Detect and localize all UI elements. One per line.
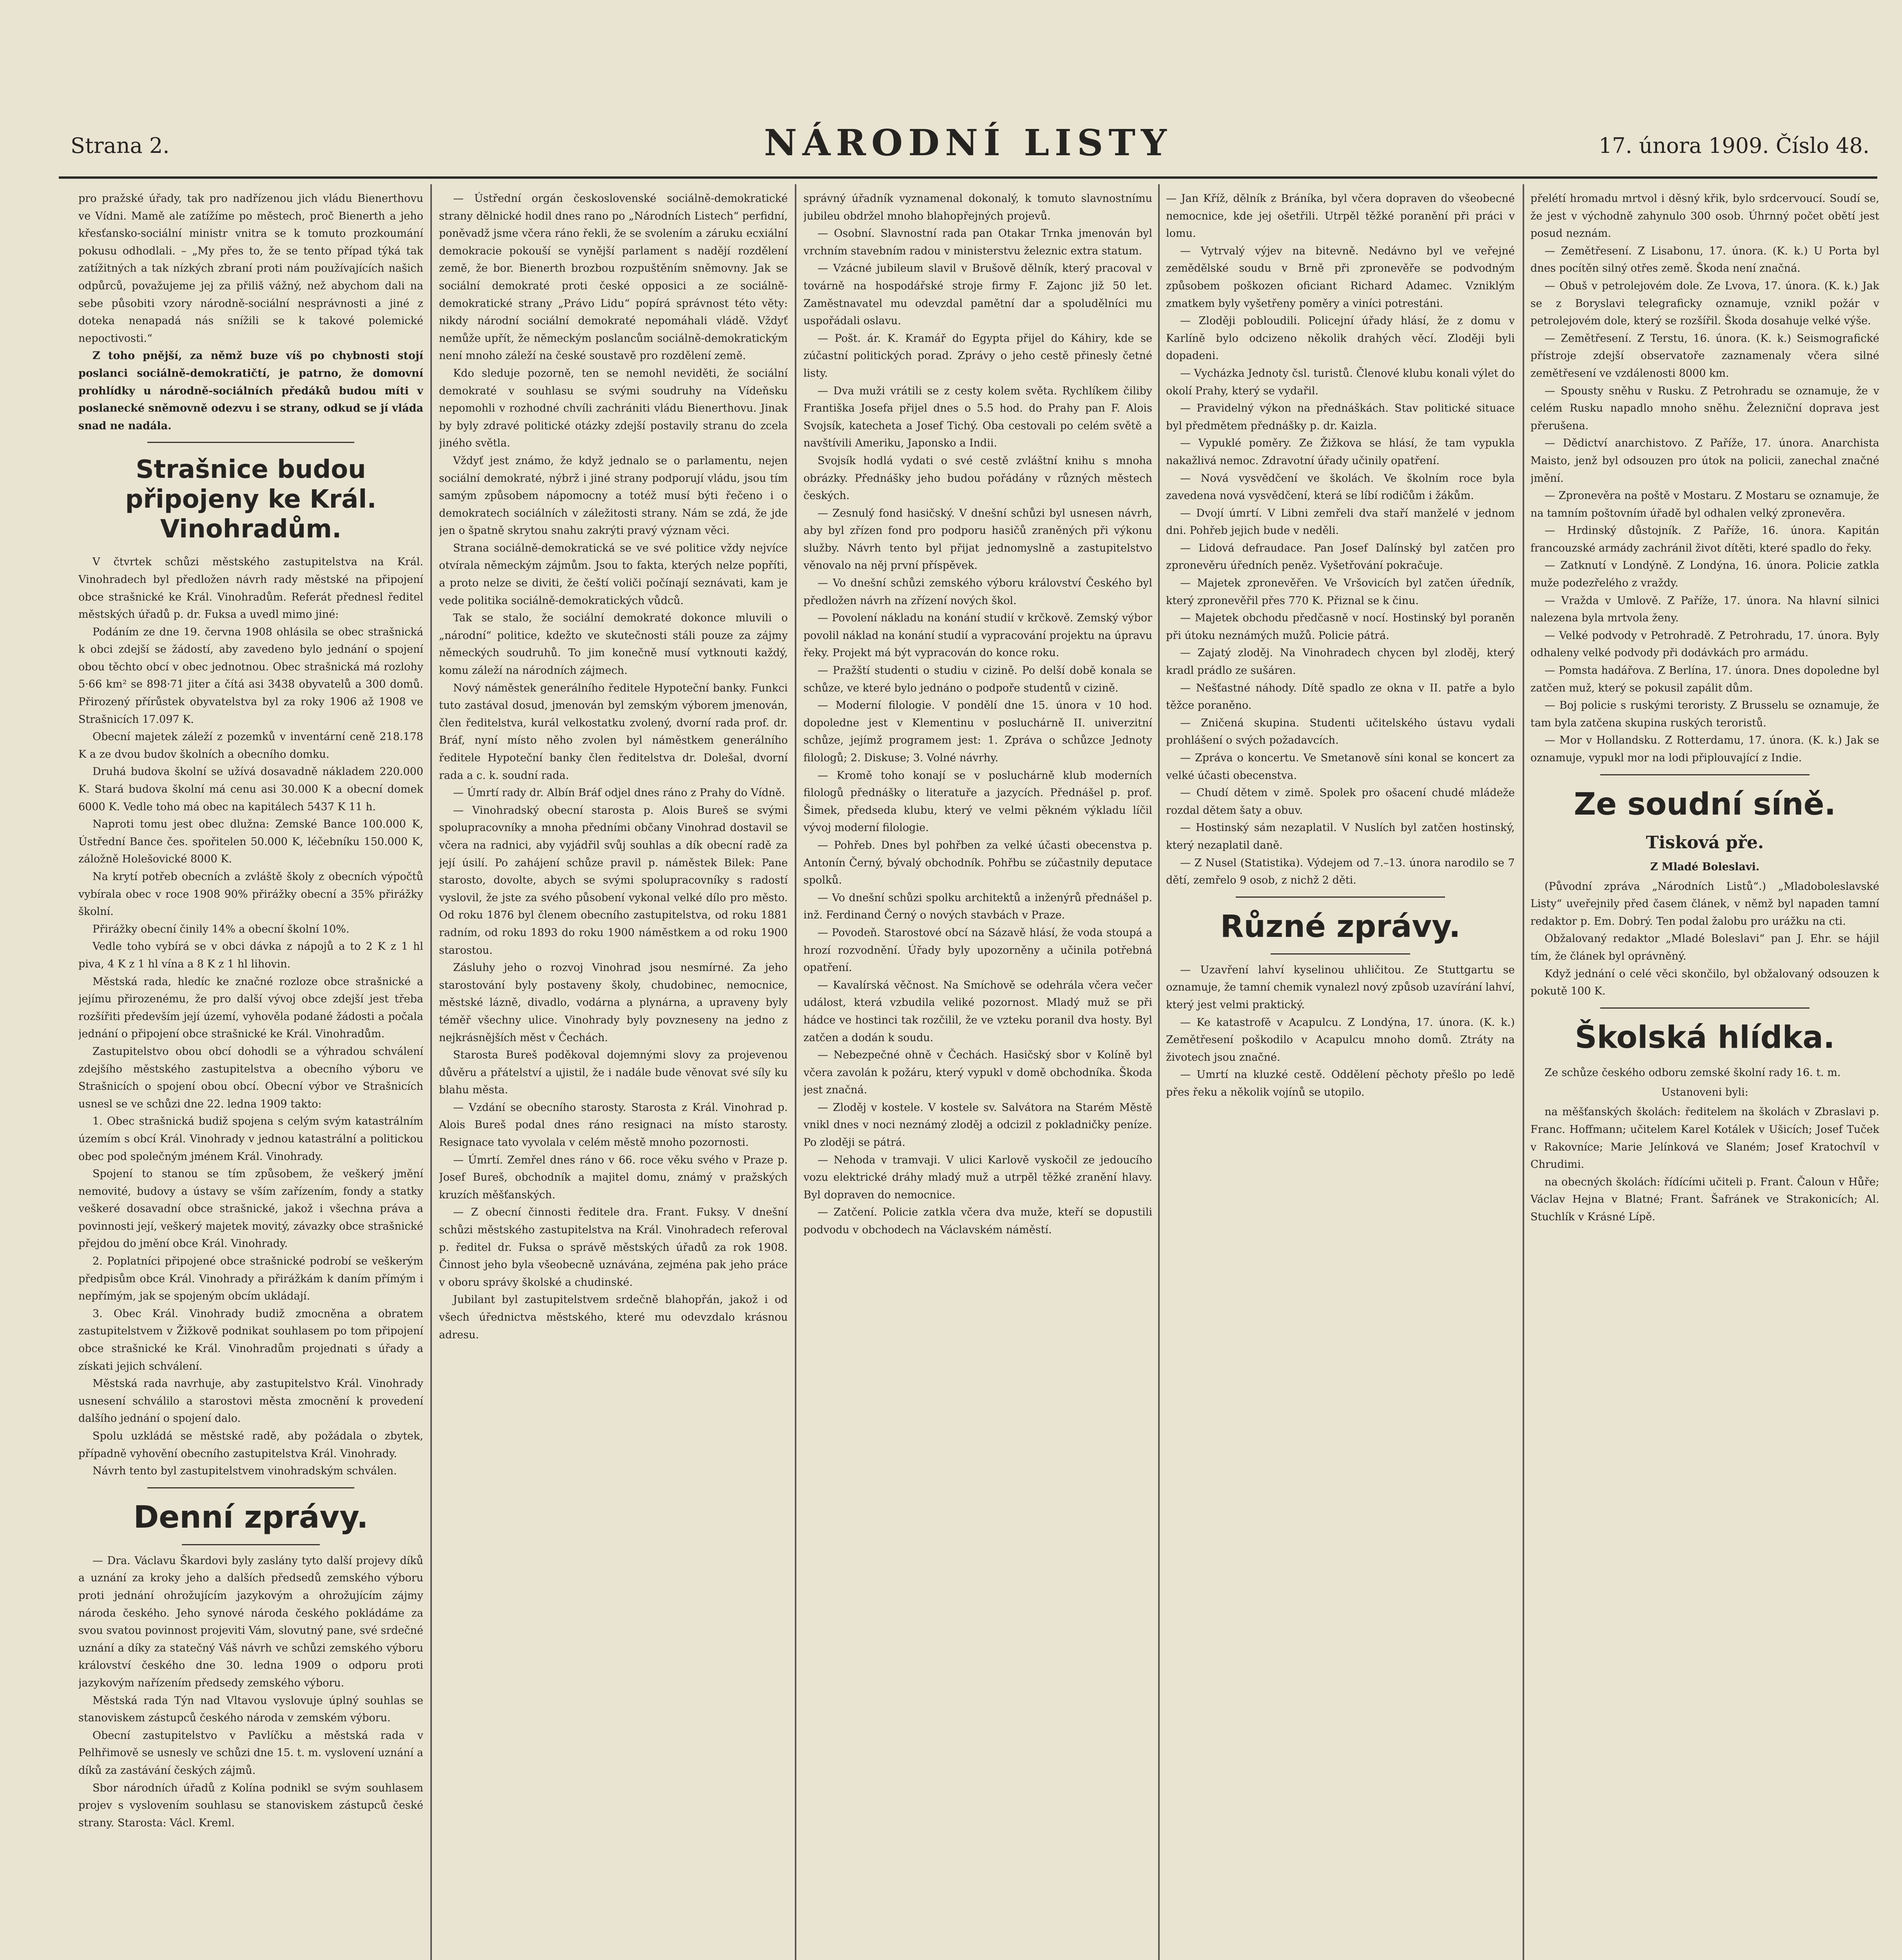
- article-paragraph: Nový náměstek generálního ředitele Hypoteční banky. Funkci tuto zastával dosud, jmenován byl zemským výborem jmenován, člen ředitelstva, kurál velkostatku zvolený, dvorní rada prof. dr. Bráf, nyní místo něho zvolen byl náměstkem generálního ředitele Hypoteční banky člen ředitelstva dr. Dolešal, dvorní rada a c. k. soudní rada.: [439, 682, 788, 782]
- section-headline: Školská hlídka.: [1575, 1020, 1835, 1055]
- separator-rule: [1271, 953, 1410, 955]
- article-paragraph: — Pomsta hadářova. Z Berlína, 17. února. Dnes dopoledne byl zatčen muž, který se pokusil zapálit dům.: [1530, 664, 1879, 694]
- column-4: [1166, 190, 1515, 1960]
- page-number: Strana 2.: [71, 133, 170, 158]
- column-3: [803, 190, 1152, 1960]
- dateline: Z Mladé Boleslavi.: [1650, 860, 1760, 873]
- article-paragraph: — Nehoda v tramvaji. V ulici Karlově vyskočil ze jedoucího vozu elektrické dráhy mladý muž a utrpěl těžké zranění hlavy. Byl dopraven do nemocnice.: [803, 1154, 1152, 1201]
- article-paragraph: Městská rada navrhuje, aby zastupitelstvo Král. Vinohrady usnesení schválilo a starostovi města zmocnění k provedení dalšího jednání o spojení dalo.: [78, 1377, 423, 1425]
- column-1: [78, 190, 423, 1960]
- article-paragraph: na obecných školách: řídícími učiteli p. Frant. Čaloun v Hůře; Václav Hejna v Blatné; Frant. Šafránek ve Strakonicích; Al. Stuchlík v Krásné Lípě.: [1530, 1176, 1879, 1223]
- article-paragraph: — Vo dnešní schůzi zemského výboru království Českého byl předložen návrh na zřízení nových škol.: [803, 577, 1152, 607]
- article-paragraph: na měšťanských školách: ředitelem na školách v Zbraslavi p. Franc. Hoffmann; učitelem Karel Kotálek v Ušicích; Josef Tuček v Rakovníce; Marie Jelínková ve Slaném; Josef Kratochvíl v Chrudimi.: [1530, 1106, 1879, 1171]
- separator-rule: [147, 442, 354, 443]
- separator-rule: [182, 1544, 320, 1545]
- article-paragraph: Z toho pnější, za němž buze víš po chybnosti stojí poslanci sociálně-demokratičtí, je patrno, že domovní prohlídky u národně-sociálních předáků budou míti v poslanecké sněmovně odezvu i se strany, odkud se jí vláda snad ne nadála.: [78, 350, 423, 432]
- article-paragraph: — Osobní. Slavnostní rada pan Otakar Trnka jmenován byl vrchním stavebním radou v ministerstvu železnic extra statum.: [803, 227, 1152, 257]
- article-paragraph: — Ke katastrofě v Acapulcu. Z Londýna, 17. února. (K. k.) Zemětřesení poškodilo v Acapulcu mnoho domů. Ztráty na životech jsou značné.: [1166, 1016, 1515, 1063]
- article-paragraph: — Hrdinský důstojník. Z Paříže, 16. února. Kapitán francouzské armády zachránil život dítěti, které spadlo do řeky.: [1530, 524, 1879, 554]
- article-paragraph: Svojsík hodlá vydati o své cestě zvláštní knihu s mnoha obrázky. Přednášky jeho budou pořádány v různých městech českých.: [803, 454, 1152, 502]
- article-paragraph: — Dědictví anarchistovo. Z Paříže, 17. února. Anarchista Maisto, jenž byl odsouzen pro útok na policii, zanechal značné jmění.: [1530, 437, 1879, 485]
- article-paragraph: Zastupitelstvo obou obcí dohodli se a výhradou schválení zdejšího městského zastupitelstva a obecního výboru ve Strašnicích o spojení obou obcí. Obecní výbor ve Strašnicích usnesl se ve schůzi dne 22. ledna 1909 takto:: [78, 1045, 423, 1110]
- article-paragraph: Když jednání o celé věci skončilo, byl obžalovaný odsouzen k pokutě 100 K.: [1530, 967, 1879, 998]
- article-headline: Strašnice budou připojeny ke Král. Vinohradům.: [125, 455, 377, 544]
- separator-rule: [147, 1487, 354, 1488]
- article-paragraph: — Zemětřesení. Z Lisabonu, 17. února. (K. k.) U Porta byl dnes pocítěn silný otřes země. Škoda není značná.: [1530, 245, 1879, 275]
- column-divider: [1158, 184, 1160, 1960]
- article-paragraph: — Úmrtí. Zemřel dnes ráno v 66. roce věku svého v Praze p. Josef Bureš, obchodník a majitel domu, známý v pražských kruzích měšťanských.: [439, 1154, 788, 1201]
- article-paragraph: — Kromě toho konají se v posluchárně klub moderních filologů přednášky o literatuře a jazycích. Přednášel p. prof. Šimek, předseda klubu, který ve velmi pěkném výkladu líčil vývoj moderní filologie.: [803, 769, 1152, 834]
- article-paragraph: — Zemětřesení. Z Terstu, 16. února. (K. k.) Seismografické přístroje zdejší observatoře zaznamenaly včera silné zemětřesení ve vzdálenosti 8000 km.: [1530, 332, 1879, 379]
- article-paragraph: Na krytí potřeb obecních a zvláště školy z obecních výpočtů vybírala obec v roce 1908 90% přirážky obecní a 35% přirážky školní.: [78, 871, 423, 918]
- article-paragraph: Tak se stalo, že sociální demokraté dokonce mluvili o „národní“ politice, kdežto ve skutečnosti stáli pouze za zájmy německých soudruhů. To jim konečně musí vytknouti každý, komu záleží na národních zájmech.: [439, 612, 788, 677]
- article-paragraph: Spolu uzkládá se městské radě, aby požádala o zbytek, případně vyhovění obecního zastupitelstva Král. Vinohrady.: [78, 1430, 423, 1460]
- article-paragraph: 3. Obec Král. Vinohrady budiž zmocněna a obratem zastupitelstvem v Žižkově podnikat souhlasem po tom připojení obce strašnické ke Král. Vinohradům projednati s úřady a získati jejich schválení.: [78, 1307, 423, 1372]
- article-paragraph: Vedle toho vybírá se v obci dávka z nápojů a to 2 K z 1 hl piva, 4 K z 1 hl vína a 8 K z 1 hl lihovin.: [78, 940, 423, 970]
- article-paragraph: Obecní majetek záleží z pozemků v inventární ceně 218.178 K a ze dvou budov školních a obecního domku.: [78, 731, 423, 760]
- article-paragraph: — Povolení nákladu na konání studií v krčkově. Zemský výbor povolil náklad na konání studií a vypracování projektu na úpravu řeky. Projekt má být vypracován do konce roku.: [803, 612, 1152, 659]
- subheadline: Tisková pře.: [1646, 832, 1764, 853]
- article-paragraph: — Úmrtí rady dr. Albín Bráf odjel dnes ráno z Prahy do Vídně.: [453, 787, 785, 799]
- article-paragraph: — Jan Kříž, dělník z Bráníka, byl včera dopraven do všeobecné nemocnice, kde jej ošetřili. Utrpěl těžké poranění při práci v lomu.: [1166, 192, 1515, 240]
- article-paragraph: — Z obecní činnosti ředitele dra. Frant. Fuksy. V dnešní schůzi městského zastupitelstva na Král. Vinohradech referoval p. ředitel dr. Fuksa o správě městských úřadů za rok 1908. Činnost jeho byla všeobecně uznávána, zejména pak jeho práce v oboru správy školské a chudinské.: [439, 1206, 788, 1289]
- article-paragraph: Starosta Bureš poděkoval dojemnými slovy za projevenou důvěru a přátelství a ujistil, že i nadále bude věnovat své síly ku blahu města.: [439, 1049, 788, 1096]
- article-paragraph: — Vzdání se obecního starosty. Starosta z Král. Vinohrad p. Alois Bureš podal dnes ráno resignaci na místo starosty. Resignace tato vyvolala v celém městě mnoho pozornosti.: [439, 1101, 788, 1149]
- article-paragraph: Jubilant byl zastupitelstvem srdečně blahopřán, jakož i od všech úřednictva městského, které mu odevzdalo krásnou adresu.: [439, 1294, 788, 1341]
- article-paragraph: — Obuš v petrolejovém dole. Ze Lvova, 17. února. (K. k.) Jak se z Boryslavi telegraficky oznamuje, vznikl požár v petrolejovém dole, který se rozšířil. Škoda dosahuje velké výše.: [1530, 279, 1879, 327]
- article-paragraph: — Majetek obchodu předčasně v nocí. Hostinský byl poraněn při útoku neznámých mužů. Policie pátrá.: [1166, 612, 1515, 642]
- article-paragraph: — Vzácné jubileum slavil v Brušově dělník, který pracoval v továrně na hospodářské stroje firmy F. Zajonc již 50 let. Zaměstnavatel mu odevzdal pamětní dar a spoludělníci mu uspořádali oslavu.: [803, 262, 1152, 327]
- article-paragraph: Spojení to stanou se tím způsobem, že veškerý jmění nemovité, budovy a ústavy se vším zařízením, fondy a statky veškeré dosavadní obce strašnické, jakož i všechna práva a povinnosti její, veškerý majetek movitý, závazky obce strašnické přejdou do jmění obce Král. Vinohrady.: [78, 1168, 423, 1250]
- article-paragraph: — Hostinský sám nezaplatil. V Nuslích byl zatčen hostinský, který nezaplatil daně.: [1166, 822, 1515, 851]
- article-paragraph: Sbor národních úřadů z Kolína podnikl se svým souhlasem projev s vyslovením souhlasu se stanoviskem zástupců české strany. Starosta: Václ. Kreml.: [78, 1782, 423, 1829]
- article-paragraph: Návrh tento byl zastupitelstvem vinohradským schválen.: [92, 1465, 397, 1477]
- article-paragraph: — Zloděj v kostele. V kostele sv. Salvátora na Starém Městě vnikl dnes v noci neznámý zloděj a odcizil z pokladničky peníze. Po zloději se pátrá.: [803, 1101, 1152, 1149]
- article-paragraph: Ze schůze českého odboru zemské školní rady 16. t. m.: [1545, 1066, 1841, 1079]
- article-paragraph: Naproti tomu jest obec dlužna: Zemské Bance 100.000 K, Ústřední Bance čes. spořitelen 50.000 K, léčebníku 150.000 K, záložně Holešovické 8000 K.: [78, 818, 423, 866]
- article-paragraph: správný úřadník vyznamenal dokonalý, k tomuto slavnostnímu jubileu obdržel mnoho blahopřejných projevů.: [803, 192, 1152, 222]
- article-paragraph: Přirážky obecní činily 14% a obecní školní 10%.: [92, 923, 350, 935]
- article-paragraph: — Povodeň. Starostové obcí na Sázavě hlásí, že voda stoupá a hrozí rozvodnění. Úřady byly upozorněny a učinila potřebná opatření.: [803, 926, 1152, 974]
- article-paragraph: — Vražda v Umlově. Z Paříže, 17. února. Na hlavní silnici nalezena byla mrtvola ženy.: [1530, 594, 1879, 624]
- article-paragraph: — Nebezpečné ohně v Čechách. Hasičský sbor v Kolíně byl včera zavolán k požáru, který vypukl v domě obchodníka. Škoda jest značná.: [803, 1049, 1152, 1096]
- article-paragraph: — Mor v Hollandsku. Z Rotterdamu, 17. února. (K. k.) Jak se oznamuje, vypukl mor na lodi připlouvající z Indie.: [1530, 734, 1879, 764]
- article-paragraph: — Velké podvody v Petrohradě. Z Petrohradu, 17. února. Byly odhaleny velké podvody při dodávkách pro armádu.: [1530, 629, 1879, 659]
- column-divider: [1523, 184, 1524, 1960]
- article-paragraph: — Zničená skupina. Studenti učitelského ústavu vydali prohlášení o svých požadavcích.: [1166, 717, 1515, 747]
- article-paragraph: — Vycházka Jednoty čsl. turistů. Členové klubu konali výlet do okolí Prahy, který se vydařil.: [1166, 367, 1515, 397]
- newspaper-title: NÁRODNÍ LISTY: [764, 122, 1172, 164]
- article-paragraph: — Nešťastné náhody. Dítě spadlo ze okna v II. patře a bylo těžce poraněno.: [1166, 682, 1515, 712]
- article-paragraph: — Ústřední orgán československé sociálně-demokratické strany dělnické hodil dnes rano po „Národních Listech“ perfidní, poněvadž jsme včera ráno řekli, že se svolením a záruku ecxiální demokracie pokouší se vynější parlament s nadějí rozdělení země, že bor. Bienerth brozbou rozpuštěním sněmovny. Jak se sociální demokraté proti české opposici a ze sociálně-demokratické strany „Právo Lidu“ popírá správnost této věty: nikdy národní sociální demokraté nepomáhali vládě. Vždyť nemůže upřít, že německým poslancům sociálně-demokratickým není mnoho záleží na české soustavě pro rozdělení země.: [439, 192, 788, 362]
- article-paragraph: — Vinohradský obecní starosta p. Alois Bureš se svými spolupracovníky a mnoha předními občany Vinohrad dostavil se včera na radnici, aby vyjádřil svůj souhlas a dík obecní radě za její úsilí. Po zahájení schůze pravil p. náměstek Bilek: Pane starosto, dovolte, abych se svými spolupracovníky s radostí vyslovil, že jste za svého působení vykonal velké dílo pro město. Od roku 1876 byl členem obecního zastupitelstva, od roku 1881 radním, od roku 1893 do roku 1900 náměstkem a od roku 1900 starostou.: [439, 804, 788, 956]
- article-paragraph: — Z Nusel (Statistika). Výdejem od 7.–13. února narodilo se 7 dětí, zemřelo 9 osob, z nichž 2 děti.: [1166, 857, 1515, 887]
- column-divider: [430, 184, 432, 1960]
- article-paragraph: — Pražští studenti o studiu v cizině. Po delší době konala se schůze, ve které bylo jednáno o podpoře studentů v cizině.: [803, 664, 1152, 694]
- article-paragraph: Obžalovaný redaktor „Mladé Boleslavi“ pan J. Ehr. se hájil tím, že článek byl oprávněný.: [1530, 933, 1879, 962]
- article-paragraph: 1. Obec strašnická budiž spojena s celým svým katastrálním územím s obcí Král. Vinohrady v jednou katastrální a politickou obec pod společným jménem Král. Vinohrady.: [78, 1115, 423, 1163]
- article-paragraph: Kdo sleduje pozorně, ten se nemohl neviděti, že sociální demokraté v souhlasu se svými soudruhy na Vídeňsku nepomohli v rozhodné chvíli zachrániti vládu Bienerthovu. Jinak by byly zdravé politické otázky zdejší postavily stranu do zcela jiného světla.: [439, 367, 788, 450]
- article-paragraph: — Pravidelný výkon na přednáškách. Stav politické situace byl předmětem přednášky p. dr. Kaizla.: [1166, 402, 1515, 432]
- article-paragraph: — Vo dnešní schůzi spolku architektů a inženýrů přednášel p. inž. Ferdinand Černý o nových stavbách v Praze.: [803, 891, 1152, 922]
- article-paragraph: — Vytrvalý výjev na bitevně. Nedávno byl ve veřejné zemědělské soudu v Brně při zpronevěře se podvodným způsobem poškozen oficiant Richard Adamec. Vzniklým zmatkem byly vyšetřeny poměry a viníci potrestáni.: [1166, 245, 1515, 310]
- separator-rule: [1236, 897, 1445, 898]
- section-headline: Různé zprávy.: [1220, 909, 1461, 944]
- article-paragraph: Vždyť jest známo, že když jednalo se o parlamentu, nejen sociální demokraté, nýbrž i jiné strany podporují vládu, jsou tím samým způsobem nápomocny a totéž musí býti řečeno i o demokratech sociálních v záležitosti strany. Nám se zdá, že jde jen o špatně skrytou snahu zakrýti pravý význam věci.: [439, 454, 788, 537]
- article-paragraph: — Zloději pobloudili. Policejní úřady hlásí, že z domu v Karlíně bylo odcizeno několik drahých věcí. Zloději byli dopadeni.: [1166, 315, 1515, 362]
- article-paragraph: Zásluhy jeho o rozvoj Vinohrad jsou nesmírné. Za jeho starostování byly postaveny školy, chudobinec, nemocnice, městské lázně, divadlo, vodárna a plynárna, a upraveny byly téměř všechny ulice. Vinohrady byly povzneseny na jedno z nejkrásnějších měst v Čechách.: [439, 962, 788, 1044]
- article-paragraph: — Zajatý zloděj. Na Vinohradech chycen byl zloděj, který kradl prádlo ze sušáren.: [1166, 647, 1515, 677]
- article-paragraph: — Majetek zpronevěřen. Ve Vršovicích byl zatčen úředník, který zpronevěřil přes 770 K. Přiznal se k činu.: [1166, 577, 1515, 607]
- article-paragraph: — Zpráva o koncertu. Ve Smetanově síni konal se koncert za velké účasti obecenstva.: [1166, 752, 1515, 782]
- column-divider: [795, 184, 796, 1960]
- article-paragraph: V čtvrtek schůzi městského zastupitelstva na Král. Vinohradech byl předložen návrh rady městské na připojení obce strašnické ke Král. Vinohradům. Referát přednesl ředitel městských úřadů p. dr. Fuksa a uvedl mimo jiné:: [78, 556, 423, 621]
- section-headline: Ze soudní síně.: [1574, 786, 1836, 822]
- issue-date-number: 17. února 1909. Číslo 48.: [1598, 133, 1869, 158]
- article-paragraph: (Původní zpráva „Národních Listů“.) „Mladoboleslavské Listy“ uveřejnily před časem článek, v němž byl napaden tamní redaktor p. Em. Dobrý. Ten podal žalobu pro urážku na cti.: [1530, 880, 1879, 927]
- separator-rule: [1600, 774, 1810, 775]
- article-paragraph: — Dva muži vrátili se z cesty kolem světa. Rychlíkem čiliby Františka Josefa přijel dnes o 5.5 hod. do Prahy pan F. Alois Svojsík, katecheta a Josef Tichý. Oba cestovali po celém světě a navštívili Ameriku, Japonsko a Indii.: [803, 385, 1152, 450]
- article-paragraph: pro pražské úřady, tak pro nadřízenou jich vládu Bienerthovu ve Vídni. Mamě ale zatížíme po městech, proč Bienerth a jeho křesťansko-sociální ministr vnitra se k tomuto prozkoumání pokusu odhodlali. – „My přes to, že se tento případ týká tak zatížitných a tak nízkých zbraní proti nám používajících našich odpůrců, považujeme jej za přiliš vážný, než abychom dali na sebe působiti vzory národně-sociální nesprávnosti a jiné z doteka nenapadá nás snížili se k takové polemické nepoctivosti.“: [78, 192, 423, 345]
- article-paragraph: — Zatčení. Policie zatkla včera dva muže, kteří se dopustili podvodu v obchodech na Václavském náměstí.: [803, 1206, 1152, 1236]
- article-paragraph: Druhá budova školní se užívá dosavadně nákladem 220.000 K. Stará budova školní má cenu asi 30.000 K a obecní domek 6000 K. Vedle toho má obec na kapitálech 5437 K 11 h.: [78, 766, 423, 813]
- article-paragraph: Strana sociálně-demokratická se ve své politice vždy nejvíce otvírala německým zájmům. Jsou to fakta, kterých nelze popříti, a proto nelze se diviti, že čeští voliči počínají seznávati, kam je vede politika sociálně-demokratických vůdců.: [439, 542, 788, 607]
- article-paragraph: — Vypuklé poměry. Ze Žižkova se hlásí, že tam vypukla nakažlivá nemoc. Zdravotní úřady učinily opatření.: [1166, 437, 1515, 467]
- subheadline: Ustanoveni byli:: [1661, 1086, 1748, 1099]
- article-paragraph: — Pošt. ár. K. Kramář do Egypta přijel do Káhiry, kde se zúčastní politických porad. Zprávy o jeho cestě přinesly četné listy.: [803, 332, 1152, 379]
- article-paragraph: — Uzavření lahví kyselinou uhličitou. Ze Stuttgartu se oznamuje, že tamní chemik vynalezl nový způsob uzavírání lahví, který jest velmi praktický.: [1166, 964, 1515, 1011]
- article-paragraph: Obecní zastupitelstvo v Pavlíčku a městská rada v Pelhřimově se usnesly ve schůzi dne 15. t. m. vyslovení uznání a díků za zastávání českých zájmů.: [78, 1729, 423, 1777]
- article-paragraph: — Zpronevěra na poště v Mostaru. Z Mostaru se oznamuje, že na tamním poštovním úřadě byl odhalen velký zpronevěra.: [1530, 490, 1879, 519]
- article-paragraph: — Kavalírská věčnost. Na Smíchově se odehrála včera večer událost, která vzbudila veliké pozornost. Mladý muž se při hádce ve hostinci tak rozčilil, že ve vzteku poranil dva hosty. Byl zatčen a dodán k soudu.: [803, 979, 1152, 1044]
- article-paragraph: 2. Poplatníci připojené obce strašnické podrobí se veškerým předpisům obce Král. Vinohrady a přirážkám k daním přímým i nepřímým, jak se spojeným obcím ukládají.: [78, 1255, 423, 1303]
- article-paragraph: — Boj policie s ruskými teroristy. Z Brusselu se oznamuje, že tam byla zatčena skupina ruských teroristů.: [1530, 699, 1879, 729]
- separator-rule: [1600, 1007, 1810, 1009]
- article-paragraph: — Lidová defraudace. Pan Josef Dalínský byl zatčen pro zpronevěru úředních peněz. Vyšetřování pokračuje.: [1166, 542, 1515, 572]
- section-headline: Denní zprávy.: [133, 1499, 368, 1535]
- article-paragraph: — Dra. Václavu Škardovi byly zaslány tyto další projevy díků a uznání za kroky jeho a dalších předsedů zemského výboru proti jednání ohrožujícím jazykovým a ohrožujícím zájmy národa českého. Jeho synové národa českého pokládáme za svou svatou povinnost projeviti Vám, slovutný pane, své srdečné uznání a díky za statečný Váš návrh ve schůzi zemského výboru království českého dne 30. ledna 1909 o odporu proti jazykovým nařízením předsedy zemského výboru.: [78, 1554, 423, 1689]
- article-paragraph: — Chudí dětem v zimě. Spolek pro ošacení chudé mládeže rozdal dětem šaty a obuv.: [1166, 787, 1515, 817]
- article-paragraph: — Dvojí úmrtí. V Libni zemřeli dva staří manželé v jednom dni. Pohřeb jejich bude v neděli.: [1166, 507, 1515, 537]
- article-paragraph: — Zatknutí v Londýně. Z Londýna, 16. února. Policie zatkla muže podezřelého z vraždy.: [1530, 559, 1879, 590]
- article-paragraph: — Zesnulý fond hasičský. V dnešní schůzi byl usnesen návrh, aby byl zřízen fond pro podporu hasičů zraněných při výkonu služby. Návrh tento byl přijat jednomyslně a zastupitelstvo věnovalo na něj první příspěvek.: [803, 507, 1152, 572]
- article-paragraph: přelétí hromadu mrtvol i děsný křik, bylo srdcervoucí. Soudí se, že jest v východně zahynulo 300 osob. Úhrnný počet obětí jest posud neznám.: [1530, 192, 1879, 240]
- masthead: [59, 118, 1877, 179]
- article-paragraph: — Pohřeb. Dnes byl pohřben za velké účasti obecenstva p. Antonín Černý, bývalý obchodník. Pohřbu se zúčastnily deputace spolků.: [803, 839, 1152, 887]
- article-paragraph: — Moderní filologie. V pondělí dne 15. února v 10 hod. dopoledne jest v Klementinu v posluchárně II. univerzitní schůze, jejímž programem jest: 1. Zpráva o schůzce Jednoty filologů; 2. Diskuse; 3. Volné návrhy.: [803, 699, 1152, 764]
- article-paragraph: — Nová vysvědčení ve školách. Ve školním roce byla zavedena nová vysvědčení, která se líbí rodičům i žákům.: [1166, 472, 1515, 502]
- article-paragraph: — Spousty sněhu v Rusku. Z Petrohradu se oznamuje, že v celém Rusku napadlo mnoho sněhu. Železniční doprava jest přerušena.: [1530, 385, 1879, 432]
- column-2: [439, 190, 788, 1960]
- article-paragraph: — Umrtí na kluzké cestě. Oddělení pěchoty přešlo po ledě přes řeku a několik vojínů se utopilo.: [1166, 1069, 1515, 1098]
- article-paragraph: Městská rada Týn nad Vltavou vyslovuje úplný souhlas se stanoviskem zástupců českého národa v zemském výboru.: [78, 1694, 423, 1724]
- article-paragraph: Městská rada, hledíc ke značné rozloze obce strašnické a jejímu přirozenému, že pro další vývoj obce zdejší jest třeba rozšířiti především její území, vyhověla podané žádosti a počala jednání o připojení obce strašnické ke Král. Vinohradům.: [78, 975, 423, 1040]
- column-5: [1530, 190, 1879, 1960]
- article-paragraph: Podáním ze dne 19. června 1908 ohlásila se obec strašnická k obci zdejší se žádostí, aby zavedeno bylo jednání o spojení obou těchto obcí v obec jednotnou. Obec strašnická má rozlohy 5·66 km² se 898·71 jiter a čítá asi 3438 obyvatelů a 300 domů. Přirozený přírůstek obyvatelstva byl za roky 1906 až 1908 ve Strašnicích 17.097 K.: [78, 626, 423, 726]
